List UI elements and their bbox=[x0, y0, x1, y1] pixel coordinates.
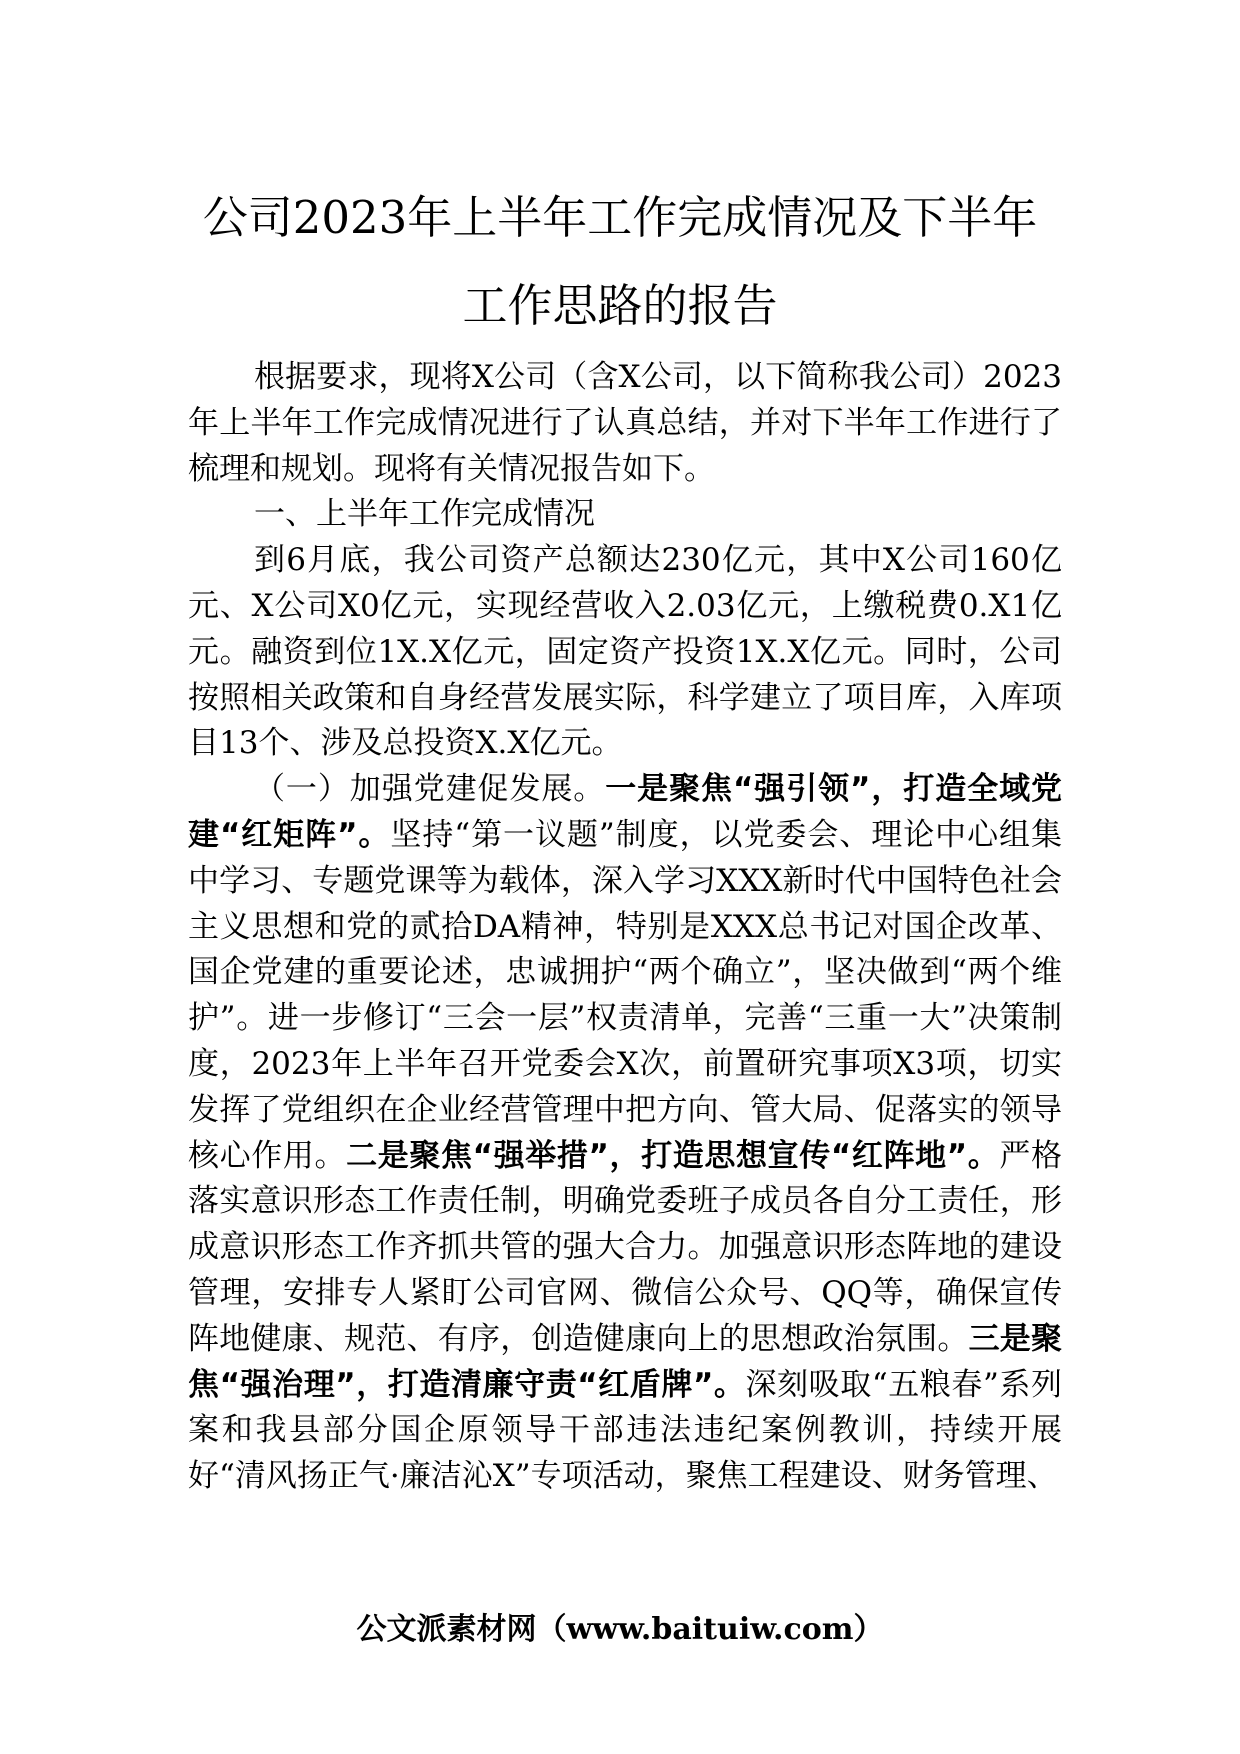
subsection-1-paragraph bbox=[188, 767, 1062, 1500]
point-1-text: 坚持“第一议题”制度，以党委会、理论中心组集中学习、专题党课等为载体，深入学习XXX新时代中国特色社会主义思想和党的贰拾DA精神，特别是XXX总书记对国企改革、国企党建的重要论述，忠诚拥护“两个确立”，坚决做到“两个维护”。进一步修订“三会一层”权责清单，完善“三重一大”决策制度，2023年上半年召开党委会X次，前置研究事项X3项，切实发挥了党组织在企业经营管理中把方向、管大局、促落实的领导核心作用。 bbox=[188, 816, 1062, 1174]
section-1-paragraph: 到6月底，我公司资产总额达230亿元，其中X公司160亿元、X公司X0亿元，实现经营收入2.03亿元，上缴税费0.X1亿元。融资到位1X.X亿元，固定资产投资1X.X亿元。同时，公司按照相关政策和自身经营发展实际，科学建立了项目库，入库项目13个、涉及总投资X.X亿元。 bbox=[188, 542, 1062, 762]
document-title-line-2: 工作思路的报告 bbox=[462, 279, 778, 332]
point-1-heading: 一是聚焦“强引领”，打造全域党建“红矩阵”。 bbox=[188, 771, 1063, 853]
footer-watermark: 公文派素材网（www.baituiw.com） bbox=[356, 1612, 884, 1647]
intro-paragraph: 根据要求，现将X公司（含X公司，以下简称我公司）2023年上半年工作完成情况进行了认真总结，并对下半年工作进行了梳理和规划。现将有关情况报告如下。 bbox=[188, 359, 1062, 487]
subsection-1-lead: （一）加强党建促发展。 bbox=[254, 771, 606, 808]
point-3-text: 深刻吸取“五粮春”系列案和我县部分国企原领导干部违法违纪案例教训，持续开展好“清风扬正气·廉洁沁X”专项活动，聚焦工程建设、财务管理、 bbox=[188, 1366, 1062, 1495]
point-3-heading: 三是聚焦“强治理”，打造清廉守责“红盾牌”。 bbox=[188, 1320, 1063, 1403]
point-2-text: 严格落实意识形态工作责任制，明确党委班子成员各自分工责任，形成意识形态工作齐抓共管的强大合力。加强意识形态阵地的建设管理，安排专人紧盯公司官网、微信公众号、QQ等，确保宣传阵地健康、规范、有序，创造健康向上的思想政治氛围。 bbox=[188, 1137, 1062, 1357]
section-1-heading: 一、上半年工作完成情况 bbox=[254, 496, 595, 533]
document-title-line-1: 公司2023年上半年工作完成情况及下半年 bbox=[202, 191, 1038, 244]
document-body bbox=[188, 355, 1062, 1500]
point-2-heading: 二是聚焦“强举措”，打造思想宣传“红阵地”。 bbox=[346, 1137, 1000, 1174]
